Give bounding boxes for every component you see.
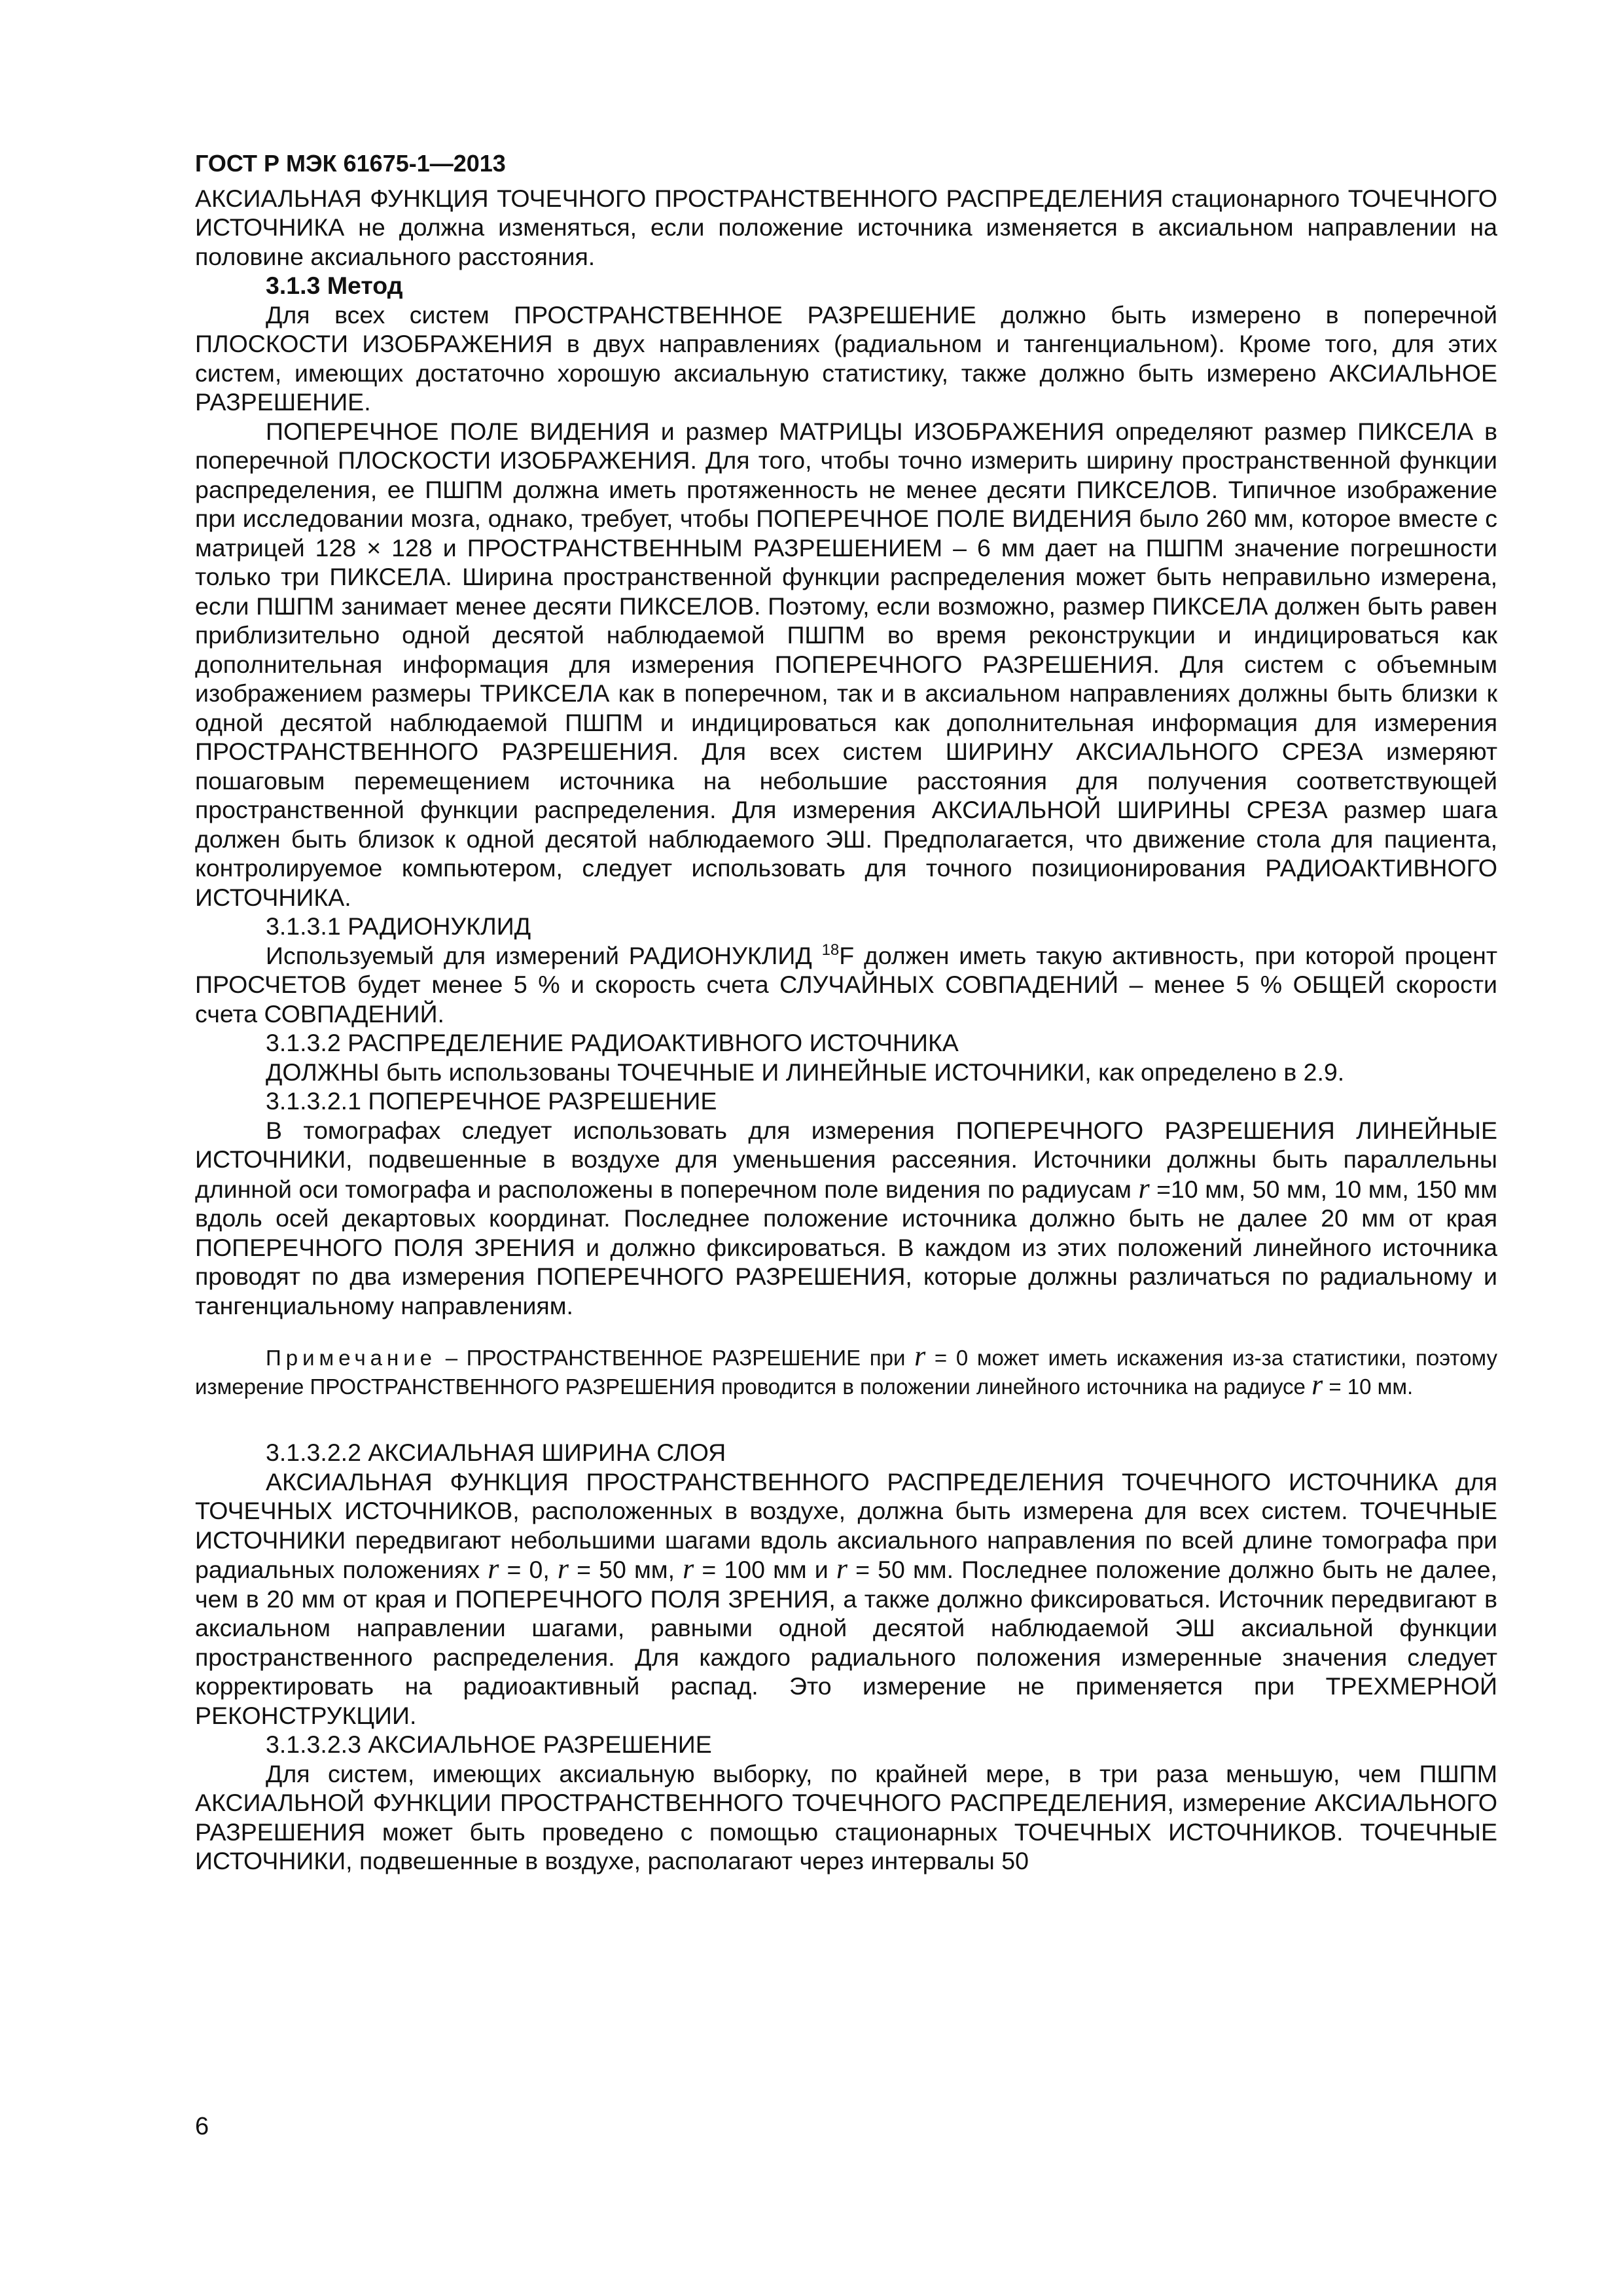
paragraph-intro: АКСИАЛЬНАЯ ФУНКЦИЯ ТОЧЕЧНОГО ПРОСТРАНСТВЕННОГО РАСПРЕДЕЛЕНИЯ стационарного ТОЧЕЧНОГО ИСТОЧНИКА не должна изменяться, если положение источника изменяется в аксиальном направлении на половине аксиального расстояния. [195, 184, 1497, 270]
heading-3-1-3-2-3: 3.1.3.2.3 АКСИАЛЬНОЕ РАЗРЕШЕНИЕ [266, 1731, 712, 1758]
heading-3-1-3-2-1: 3.1.3.2.1 ПОПЕРЕЧНОЕ РАЗРЕШЕНИЕ [266, 1087, 717, 1115]
text-run: = 50 мм, [569, 1556, 683, 1583]
text-run: = 0, [499, 1556, 558, 1583]
heading-3-1-3: 3.1.3 Метод [266, 272, 403, 299]
variable-r: r [488, 1552, 499, 1585]
document-page [195, 149, 1497, 2231]
text-run: = 10 мм. [1323, 1374, 1414, 1399]
page-number: 6 [195, 2113, 209, 2140]
heading-3-1-3-2: 3.1.3.2 РАСПРЕДЕЛЕНИЕ РАДИОАКТИВНОГО ИСТОЧНИКА [266, 1029, 959, 1056]
text-run: F должен иметь такую активность, при которой процент ПРОСЧЕТОВ будет менее 5 % и скорость счета СЛУЧАЙНЫХ СОВПАДЕНИЙ – менее 5 % ОБЩЕЙ скорости счета СОВПАДЕНИЙ. [195, 941, 1498, 1028]
paragraph-method-2 [195, 417, 1497, 912]
paragraph-method-1: Для всех систем ПРОСТРАНСТВЕННОЕ РАЗРЕШЕНИЕ должно быть измерено в поперечной ПЛОСКОСТИ ИЗОБРАЖЕНИЯ в двух направлениях (радиальном и тангенциальном). Кроме того, для этих систем, имеющих достаточно хорошую аксиальную статистику, также должно быть измерено АКСИАЛЬНОЕ РАЗРЕШЕНИЕ. [195, 300, 1497, 416]
variable-r: r [1311, 1369, 1323, 1401]
text-run: =10 мм, 50 мм, 10 мм, 150 мм вдоль осей декартовых координат. Последнее положение источника должно быть не далее 20 мм от края ПОПЕРЕЧНОГО ПОЛЯ ЗРЕНИЯ и должно фиксироваться. В каждом из этих положений линейного источника проводят по два измерения ПОПЕРЕЧНОГО РАЗРЕШЕНИЯ, которые должны различаться по радиальному и тангенциальному направлениям. [195, 1175, 1497, 1319]
text-run: = 100 мм и [694, 1556, 836, 1583]
variable-r: r [683, 1552, 694, 1585]
paragraph-distribution: ДОЛЖНЫ быть использованы ТОЧЕЧНЫЕ И ЛИНЕЙНЫЕ ИСТОЧНИКИ, как определено в 2.9. [266, 1058, 1345, 1086]
isotope-superscript: 18 [821, 941, 840, 959]
heading-3-1-3-2-2: 3.1.3.2.2 АКСИАЛЬНАЯ ШИРИНА СЛОЯ [266, 1439, 726, 1466]
heading-3-1-3-1: 3.1.3.1 РАДИОНУКЛИД [266, 912, 531, 940]
paragraph-radionuclide [195, 941, 1497, 1029]
text-run: – ПРОСТРАНСТВЕННОЕ РАЗРЕШЕНИЕ при [437, 1346, 915, 1370]
text-run: и ПРОСТРАНСТВЕННЫМ РАЗРЕШЕНИЕМ – 6 мм дает на ПШПМ значение погрешности только три ПИКСЕЛА. Ширина пространственной функции распределения может быть неправильно измерена, если ПШПМ занимает менее десяти ПИКСЕЛОВ. Поэтому, если возможно, размер ПИКСЕЛА должен быть равен приблизительно одной десятой наблюдаемой ПШПМ во время реконструкции и индицироваться как дополнительная информация для измерения ПОПЕРЕЧНОГО РАЗРЕШЕНИЯ. Для систем с объемным изображением размеры ТРИКСЕЛА как в поперечном, так и в аксиальном направлениях должны быть близки к одной десятой наблюдаемой ПШПМ и индицироваться как дополнительная информация для измерения ПРОСТРАНСТВЕННОГО РАЗРЕШЕНИЯ. Для всех систем ШИРИНУ АКСИАЛЬНОГО СРЕЗА измеряют пошаговым перемещением источника на небольшие расстояния для получения соответствующей пространственной функции распределения. Для измерения АКСИАЛЬНОЙ ШИРИНЫ СРЕЗА размер шага должен быть близок к одной десятой наблюдаемого ЭШ. Предполагается, что движение стола для пациента, контролируемое компьютером, следует использовать для точного позиционирования РАДИОАКТИВНОГО ИСТОЧНИКА. [195, 533, 1498, 911]
variable-r: r [1138, 1172, 1150, 1204]
note [195, 1342, 1497, 1400]
text-run: = 0 может иметь искажения из-за статистики, поэтому измерение ПРОСТРАНСТВЕННОГО РАЗРЕШЕНИЯ проводится в положении линейного источника на радиусе [195, 1346, 1497, 1399]
variable-r: r [914, 1340, 926, 1372]
note-label: Примечание [266, 1346, 437, 1370]
paragraph-axial-slice [195, 1467, 1497, 1731]
paragraph-transverse [195, 1116, 1497, 1321]
matrix-size: 128 × 128 [315, 533, 433, 562]
text-run: = 50 мм. Последнее положение должно быть не далее, чем в 20 мм от края и ПОПЕРЕЧНОГО ПОЛЯ ЗРЕНИЯ, а также должно фиксироваться. Источник передвигают в аксиальном направлении шагами, равными одной десятой наблюдаемой ЭШ аксиальной функции пространственного распределения. Для каждого радиального положения измеренные значения следует корректировать на радиоактивный распад. Это измерение не применяется при ТРЕХМЕРНОЙ РЕКОНСТРУКЦИИ. [195, 1556, 1497, 1729]
text-run: ПОПЕРЕЧНОЕ ПОЛЕ ВИДЕНИЯ и размер МАТРИЦЫ ИЗОБРАЖЕНИЯ определяют размер ПИКСЕЛА в поперечной ПЛОСКОСТИ ИЗОБРАЖЕНИЯ. Для того, чтобы точно измерить ширину пространственной функции распределения, ее ПШПМ должна иметь протяженность не менее десяти ПИКСЕЛОВ. Типичное изображение при исследовании мозга, однако, требует, чтобы ПОПЕРЕЧНОЕ ПОЛЕ ВИДЕНИЯ было 260 мм, которое вместе с матрицей [195, 417, 1497, 562]
document-header: ГОСТ Р МЭК 61675-1—2013 [195, 150, 506, 177]
text-run: В томографах следует использовать для измерения ПОПЕРЕЧНОГО РАЗРЕШЕНИЯ ЛИНЕЙНЫЕ ИСТОЧНИКИ, подвешенные в воздухе для уменьшения рассеяния. Источники должны быть параллельны длинной оси томографа и расположены в поперечном поле видения по радиусам [195, 1116, 1497, 1203]
variable-r: r [836, 1552, 848, 1585]
variable-r: r [557, 1552, 569, 1585]
paragraph-axial-resolution: Для систем, имеющих аксиальную выборку, по крайней мере, в три раза меньшую, чем ПШПМ АКСИАЛЬНОЙ ФУНКЦИИ ПРОСТРАНСТВЕННОГО ТОЧЕЧНОГО РАСПРЕДЕЛЕНИЯ, измерение АКСИАЛЬНОГО РАЗРЕШЕНИЯ может быть проведено с помощью стационарных ТОЧЕЧНЫХ ИСТОЧНИКОВ. ТОЧЕЧНЫЕ ИСТОЧНИКИ, подвешенные в воздухе, располагают через интервалы 50 [195, 1759, 1497, 1874]
text-run: АКСИАЛЬНАЯ ФУНКЦИЯ ПРОСТРАНСТВЕННОГО РАСПРЕДЕЛЕНИЯ ТОЧЕЧНОГО ИСТОЧНИКА для ТОЧЕЧНЫХ ИСТОЧНИКОВ, расположенных в воздухе, должна быть измерена для всех систем. ТОЧЕЧНЫЕ ИСТОЧНИКИ передвигают небольшими шагами вдоль аксиального направления по всей длине томографа при радиальных положениях [195, 1467, 1497, 1583]
text-run: Используемый для измерений РАДИОНУКЛИД [266, 941, 822, 969]
